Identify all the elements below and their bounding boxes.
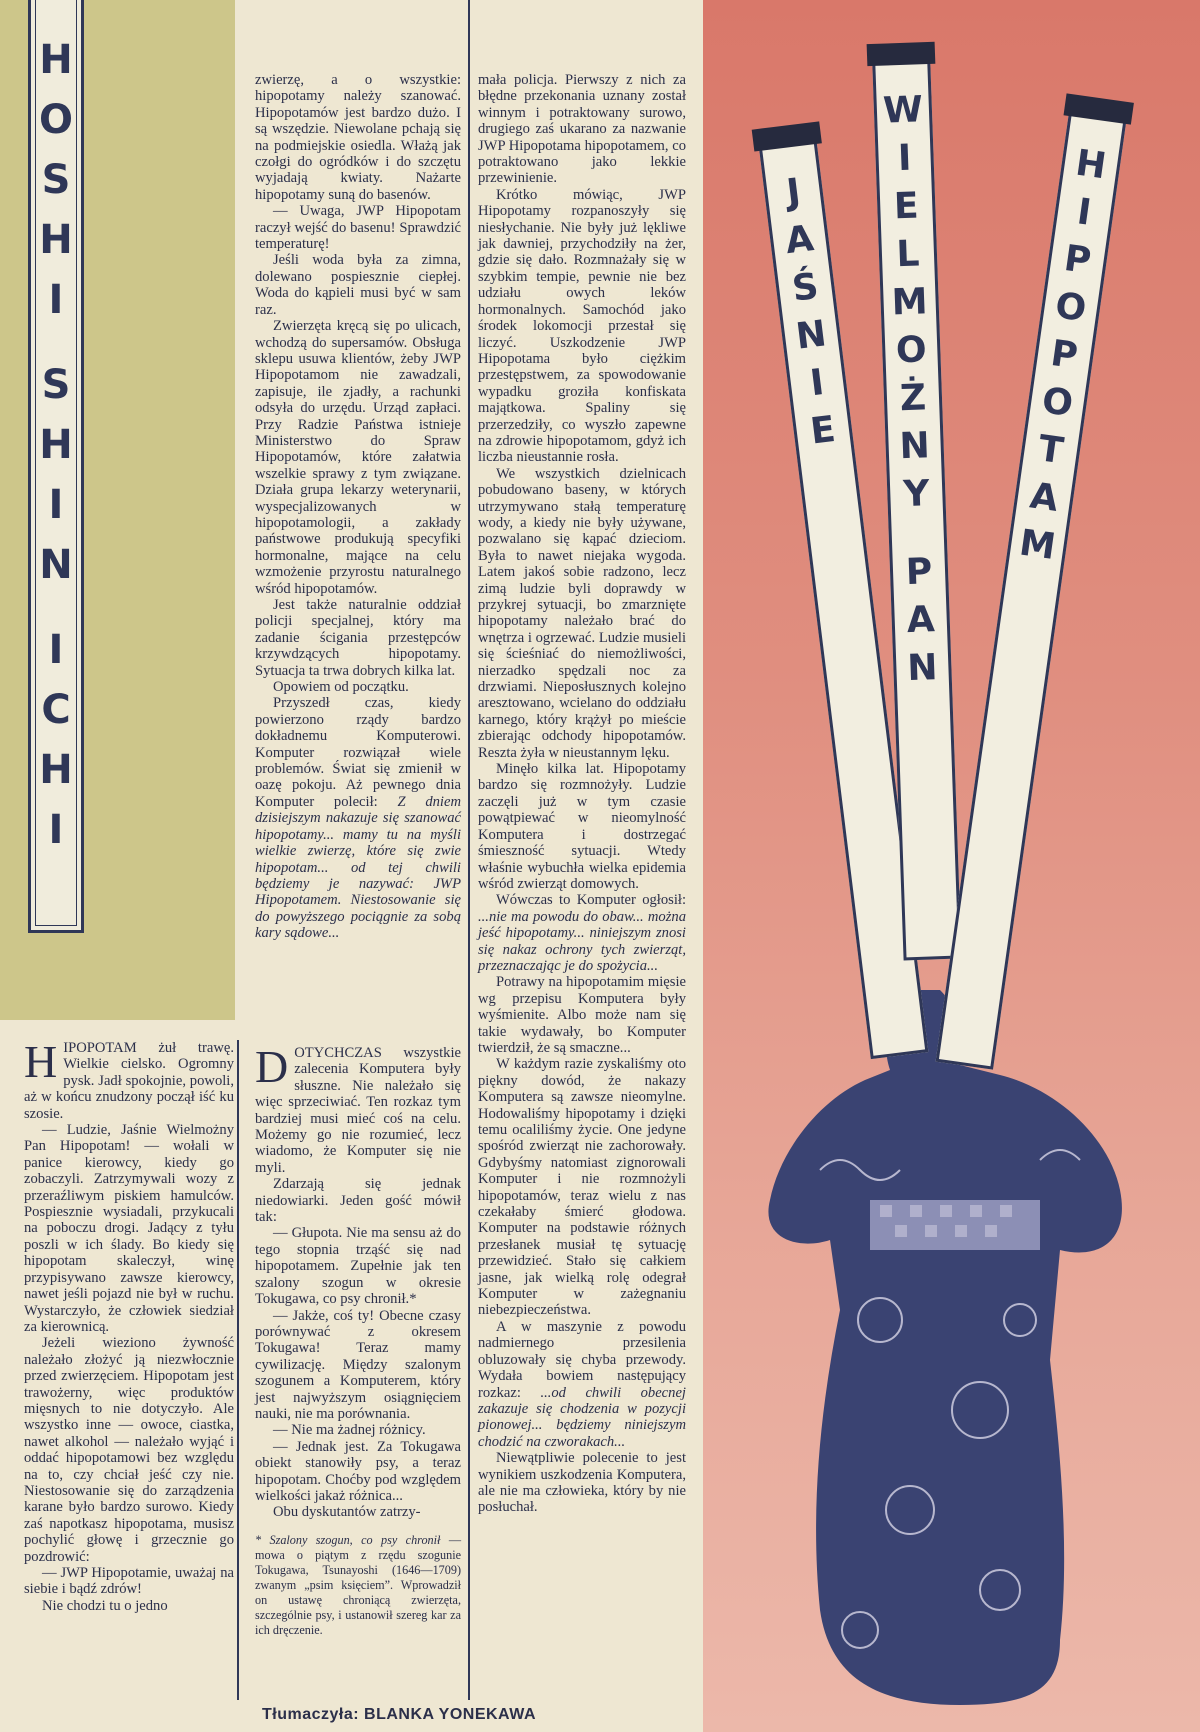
banner-letter: O <box>1039 380 1076 426</box>
banner-letter: Ż <box>899 377 927 420</box>
article-column-1 <box>24 1036 234 1614</box>
banner-cap <box>867 42 936 66</box>
banner-letter: W <box>882 89 924 132</box>
computer-decree: ...od chwili obecnej zakazuje się chodzenia w pozycji pionowej... będziemy niniejszym chodzić na czworakach... <box>478 1384 686 1450</box>
banner-letter: P <box>1061 237 1094 283</box>
paragraph: — Ludzie, Jaśnie Wielmożny Pan Hipopotam! — wołali w panice kierowcy, kiedy go zobaczyli. Zatrzymywali wozy z przeraźliwym piskiem hamulców. Pospiesznie wysiadali, przykucali na poboczu drogi. Jadący z tyłu poszli w ich ślady. Bo kiedy się hipopotam skaleczył, winę przypisywano zawsze kierowcy, nawet jeśli pojazd nie był w ruchu. Wystarczyło, że człowiek siedział za kierownicą. <box>24 1122 234 1335</box>
banner-letter: A <box>906 599 936 642</box>
paragraph: Przyszedł czas, kiedy powierzono rządy bardzo dokładnemu Komputerowi. Komputer rozwiązał wiele problemów. Świat się zmienił w oazę pokoju. Aż pewnego dnia Komputer polecił: Z dniem dzisiejszym nakazuje się szanować hipopotamy... mamy tu na myśli wielkie zwierzę, które się zwie hipopotam... od tej chwili będziemy je nazywać: JWP Hipopotamem. Niestosowanie się do powyższego pociągnie za sobą kary sądowe... <box>255 695 462 942</box>
paragraph: Minęło kilka lat. Hipopotamy bardzo się rozmnożyły. Ludzie zaczęli już w tym czasie powątpiewać w nieomylność Komputera i dostrzegać śmieszność sytuacji. Wtedy właśnie wybuchła wielka epidemia wśród zwierząt domowych. <box>478 761 686 892</box>
credit-label: Tłumaczyła: <box>262 1706 360 1723</box>
drop-cap: D <box>255 1041 289 1092</box>
title-letter: H <box>39 747 73 793</box>
banner-letter: N <box>906 647 939 690</box>
computer-decree: ...nie ma powodu do obaw... można jeść hipopotamy... niniejszym znosi się nakaz ochrony tych zwierząt, przeznaczając je do spożycia... <box>478 908 686 974</box>
title-letter: H <box>39 217 73 263</box>
paragraph: Jeśli woda była za zimna, dolewano pospiesznie ciepłej. Woda do kąpieli musi być w sam raz. <box>255 252 461 318</box>
banner-letter: A <box>1027 475 1061 520</box>
banner-letter: P <box>1048 332 1081 378</box>
banner-letter: M <box>1016 522 1058 569</box>
paragraph: Niewątpliwie polecenie to jest wynikiem uszkodzenia Komputera, ale nie ma człowieka, który by nie posłuchał. <box>478 1450 686 1516</box>
banner-letter: J <box>784 171 803 214</box>
paragraph: A w maszynie z powodu nadmiernego przesilenia obluzowały się chyba przewody. Wydała bowiem następujący rozkaz: ...od chwili obecnej zakazuje się chodzenia w pozycji pionowej... będziemy niniejszym chodzić na czworakach... <box>478 1318 686 1450</box>
banner-letter: I <box>897 137 913 180</box>
banner-letter <box>917 519 918 549</box>
credit-name: BLANKA YONEKAWA <box>364 1706 536 1723</box>
banner-letter: E <box>808 408 838 453</box>
article-column-2-bottom <box>255 1041 462 1638</box>
paragraph: Krótko mówiąc, JWP Hipopotamy rozpanoszyły się niesłychanie. Nie były już lękliwe jak dawniej, przychodziły na żer, gdzie się dało. Rozmnażały się w szybkim tempie, pewnie nie bez udziału owych leków hormonalnych. Samochód jako środek lokomocji przestał się liczyć. Uszkodzenie JWP Hipopotama było ciężkim przestępstwem, za spowodowanie wypadku groziła konfiskata majątkowa. Spaliny się przerzedziły, co wyszło zapewne na zdrowie hipopotamom, gdyż ich liczba nieustannie rosła. <box>478 186 686 466</box>
title-letter: S <box>41 157 71 203</box>
title-letter: S <box>41 362 71 408</box>
computer-decree: Z dniem dzisiejszym nakazuje się szanować hipopotamy... mamy tu na myśli wielkie zwierzę, które się zwie hipopotam... od tej chwili będziemy je nazywać: JWP Hipopotamem. Niestosowanie się do powyższego pociągnie za sobą kary sądowe... <box>255 793 462 942</box>
paragraph: Jeżeli wieziono żywność należało złożyć ją niezwłocznie przed zwierzęciem. Hipopotam jest trawożerny, więc produktów mięsnych to nie dotyczyło. Ale wszystko inne — owoce, ciastka, nawet alkohol — należało wyjąć i oddać hipopotamowi bez względu na to, czy chciał jeść czy nie. Niestosowanie się do zarządzenia karane było bardzo surowo. Kiedy zaś napotkasz hipopotama, musisz pochylić głowę i grzecznie go pozdrowić: <box>24 1335 234 1565</box>
title-letter: I <box>48 807 64 853</box>
title-letter: I <box>48 482 64 528</box>
article-column-2-top <box>255 72 461 942</box>
banner-letter: A <box>783 218 816 263</box>
paragraph: — Uwaga, JWP Hipopotam raczył wejść do basenu! Sprawdzić temperaturę! <box>255 203 461 253</box>
title-letter: H <box>39 37 73 83</box>
vertical-title-scroll <box>28 0 84 933</box>
drop-cap: H <box>24 1036 58 1087</box>
paragraph: Obu dyskutantów zatrzy- <box>273 1504 421 1521</box>
banner-letter: M <box>891 281 929 324</box>
title-letter: C <box>41 687 71 733</box>
paragraph: — Nie ma żadnej różnicy. <box>273 1422 426 1439</box>
column-divider <box>237 1040 239 1700</box>
title-letter: I <box>48 277 64 323</box>
banner-letter: P <box>905 551 933 594</box>
paragraph: W każdym razie zyskaliśmy oto piękny dowód, że nakazy Komputera są zawsze nieomylne. Hodowaliśmy hipopotamy i dzięki temu ocaliliśmy życie. One jedyne spośród zwierząt nie zachorowały. Gdybyśmy natomiast zignorowali Komputer i nie rozmnożyli hipopotamów, teraz wielu z nas czekałaby śmierć głodowa. Komputer na podstawie różnych przesłanek musiał tę sytuację przewidzieć. Stało się całkiem jasne, jak wielką rolę odegrał Komputer w zażegnaniu niebezpieczeństwa. <box>478 1056 686 1319</box>
paragraph: zwierzę, a o wszystkie: hipopotamy należy szanować. Hipopotamów jest bardzo dużo. I są wszędzie. Niewolane pchają się na podmiejskie osiedla. Włażą jak czołgi do ogródków i do szczętu wyjadają kwiaty. Nażarte hipopotamy suną do basenów. <box>255 72 461 203</box>
banner-letter: I <box>807 361 827 405</box>
paragraph: OTYCHCZAS wszystkie zalecenia Komputera były słuszne. Nie należało się więc sprzeciwiać. Ten rozkaz tym bardziej musi mieć coś na celu. Możemy go nie rozumieć, lecz wiadomo, że Komputer się nie myli. <box>255 1045 461 1176</box>
banner-letter: Y <box>902 473 931 516</box>
paragraph: Opowiem od początku. <box>273 679 409 696</box>
paragraph: mała policja. Pierwszy z nich za błędne przekonania uznany został winnym i potraktowany surowo, drugiego zaś ukarano za nazwanie JWP Hipopotama hipopotamem, co potraktowano jako lekkie przewinienie. <box>478 72 686 187</box>
paragraph: Zdarzają się jednak niedowiarki. Jeden gość mówił tak: <box>255 1176 461 1226</box>
paragraph: Wówczas to Komputer ogłosił: ...nie ma powodu do obaw... można jeść hipopotamy... niniejszym znosi się nakaz ochrony tych zwierząt, przeznaczając je do spożycia... <box>478 892 686 974</box>
paragraph: Nie chodzi tu o jedno <box>42 1597 168 1614</box>
paragraph: — Głupota. Nie ma sensu aż do tego stopnia trząść się nad hipopotamem. Zupełnie jak ten szalony szogun w okresie Tokugawa, co psy chronił.* <box>255 1225 461 1308</box>
paragraph: — JWP Hipopotamie, uważaj na siebie i bądź zdrów! <box>24 1565 234 1598</box>
footnote: * Szalony szogun, co psy chronił — mowa o piątym z rzędu szogunie Tokugawa, Tsunayoshi (1646—1709) zwanym „psim księciem”. Wprowadził on ustawę chroniącą zwierzęta, szczególnie psy, i ustanowił szereg kar za ich dręczenie. <box>255 1532 462 1637</box>
paragraph: — Jednak jest. Za Tokugawa obiekt stanowiły psy, a teraz hipopotam. Choćby pod względem wielkości jakaż różnica... <box>255 1438 461 1504</box>
vertical-title <box>31 30 81 860</box>
paragraph: — Jakże, coś ty! Obecne czasy porównywać z okresem Tokugawa! Teraz mamy cywilizację. Między szalonym szogunem a Komputerem, który jest najwyższym osiągnięciem nauki, nie ma porównania. <box>255 1307 461 1422</box>
banner-letter: O <box>895 329 928 372</box>
title-letter: H <box>39 422 73 468</box>
paragraph: IPOPOTAM żuł trawę. Wielkie cielsko. Ogromny pysk. Jadł spokojnie, powoli, aż w końcu znudzony począł iść ku szosie. <box>24 1040 234 1122</box>
article-column-3 <box>478 72 686 1516</box>
banner-letter: Ś <box>789 265 821 310</box>
banner-letter: O <box>1052 285 1089 331</box>
paragraph: Potrawy na hipopotamim mięsie wg przepisu Komputera były wyśmienite. Albo może nam się takie wydawały, bo Komputer twierdził, że są smaczne... <box>478 974 686 1056</box>
banner-letter: N <box>793 313 829 358</box>
banner-letter: H <box>1073 142 1109 188</box>
title-letter: N <box>39 542 73 588</box>
paragraph: Jest także naturalnie oddział policji specjalnej, który ma zadanie ścigania przestępców krzywdzących hipopotamy. Sytuacja ta trwa dobrych kilka lat. <box>255 597 461 679</box>
column-divider <box>468 0 470 1700</box>
banner-letter: T <box>1035 428 1066 473</box>
banner-letter: I <box>1074 191 1094 234</box>
banner-letter: L <box>895 233 921 276</box>
paragraph: We wszystkich dzielnicach pobudowano baseny, w których utrzymywano stałą temperaturę wody, a kiedy nie były używane, pozwalano się kąpać dzieciom. Była to nawet niejaka wygoda. Latem jakoś sobie radzono, lecz zimą ludzie byli doprawdy w przykrej sytuacji, bo zmarznięte hipopotamy należało brać do wnętrza i ogrzewać. Ludzie musieli się ścieśniać do niemożliwości, nierzadko spędzali noc za drzwiami. Nieposłusznych kolejno aresztowano, wcielano do oddziału karnego, który krążył po mieście zbierając odchody hipopotamów. Reszta żyła w nieustannym lęku. <box>478 465 686 761</box>
title-letter: I <box>48 627 64 673</box>
translator-credit <box>262 1706 536 1724</box>
banner-letter: E <box>893 185 920 228</box>
geisha-illustration <box>760 990 1180 1710</box>
banner-letter: N <box>898 425 931 468</box>
title-letter: O <box>38 97 73 143</box>
paragraph: Zwierzęta kręcą się po ulicach, wchodzą do supersamów. Obsługa sklepu usuwa klientów, żeby JWP Hipopotamom nie zawadzali, zapisuje, ile zjadły, a rachunki odsyła do urzędu. Urząd zapłaci. Przy Radzie Państwa istnieje Ministerstwo do Spraw Hipopotamów, które załatwia wszelkie sprawy z tym związane. Działa grupa lekarzy weterynarii, wyspecjalizowanych w hipopotamologii, a zakłady państwowe produkują specyfiki hormonalne, mające na celu wzmożenie przyrostu naturalnego wśród hipopotamów. <box>255 318 461 597</box>
